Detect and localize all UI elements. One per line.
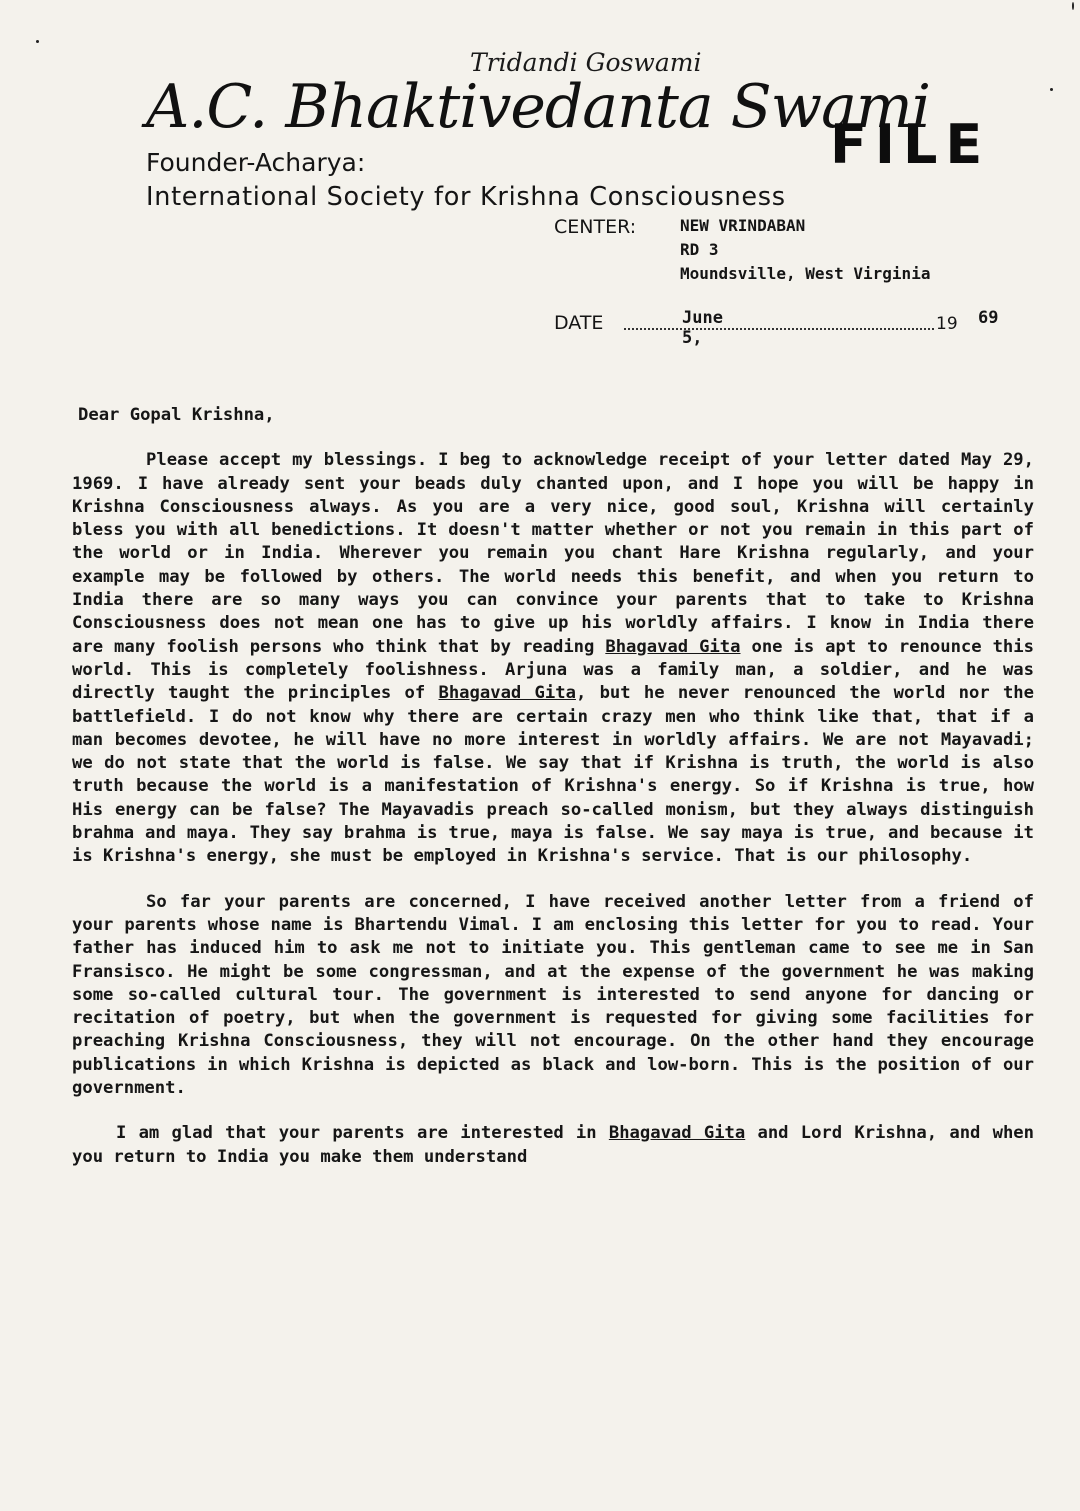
address-line: RD 3 [680,240,719,259]
paragraph: So far your parents are concerned, I have received another letter from a friend of your parents whose name is Bhartendu Vimal. I am enclosing this letter for you to read. Your father has induced him to ask me not to initiate you. This gentleman came to see me in San Fransisco. He might be some congressman, and at the expense of the government he was making some so-called cultural tour. The government is interested to send anyone for dancing or recitation of poetry, but when the government is requested for giving some facilities for preaching Krishna Consciousness, they will not encourage. On the other hand they encourage publications in which Krishna is depicted as black and low-born. This is the position of our government. [72,891,1034,1099]
paper-speck [36,40,39,43]
date-year: 69 [978,308,999,328]
paper-speck [1072,2,1074,10]
letterhead-role: Founder-Acharya: [146,148,366,177]
letterhead-subtitle: Tridandi Goswami [470,48,702,77]
letterhead-name: A.C. Bhaktivedanta Swami [146,72,930,142]
letter-body [72,404,1034,1169]
file-stamp: FILE [830,113,991,176]
date-value: June 5, [682,308,723,348]
paragraph-text: I am glad that your parents are interested in [116,1123,609,1144]
paper-speck [1050,88,1053,91]
paragraph-text: one is apt to renounce this world. This is completely foolishness. Arjuna was a family man, a soldier, and he was directly taught the principles of [72,636,1034,704]
salutation: Dear Gopal Krishna, [78,405,275,425]
book-title: Bhagavad Gita [438,683,576,704]
paragraph [72,1122,1034,1169]
date-century: 19 [936,314,958,334]
paragraph-text: Please accept my blessings. I beg to acknowledge receipt of your letter dated May 29, 1969. I have already sent your beads duly chanted upon, and I hope you will be happy in Krishna Consciousness always. As you are a very nice, good soul, Krishna will certainly bless you with all benedictions. It doesn't matter whether or not you remain in this part of the world or in India. Wherever you remain you chant Hare Krishna regularly, and your example may be followed by others. The world needs this benefit, and when you return to India there are so many ways you can convince your parents that to take to Krishna Consciousness does not mean one has to give up his worldly affairs. I know in India there are many foolish persons who think that by reading [72,450,1034,657]
paragraph-text: , but he never renounced the world nor the battlefield. I do not know why there are certain crazy men who think like that, that if a man becomes devotee, he will have no more interest in worldly affairs. We are not Mayavadi; we do not state that the world is false. We say that if Krishna is truth, the world is also truth because the world is a manifestation of Krishna's energy. So if Krishna is true, how His energy can be false? The Mayavadis preach so-called monism, but they always distinguish brahma and maya. They say brahma is true, maya is false. We say maya is true, and because it is Krishna's energy, she must be employed in Krishna's service. That is our philosophy. [72,683,1034,867]
address-line: NEW VRINDABAN [680,216,806,235]
book-title: Bhagavad Gita [608,1123,746,1144]
book-title: Bhagavad Gita [605,636,741,657]
paragraph [72,449,1034,868]
center-label: CENTER: [554,216,637,238]
center-address [680,214,930,286]
paragraph-text: and Lord Krishna, and when you return to India you make them understand [72,1123,1034,1167]
date-label: DATE [554,312,604,334]
address-line: Moundsville, West Virginia [680,264,931,283]
date-dotted-line [624,328,934,330]
letterhead-organization: International Society for Krishna Consciousness [146,182,786,212]
